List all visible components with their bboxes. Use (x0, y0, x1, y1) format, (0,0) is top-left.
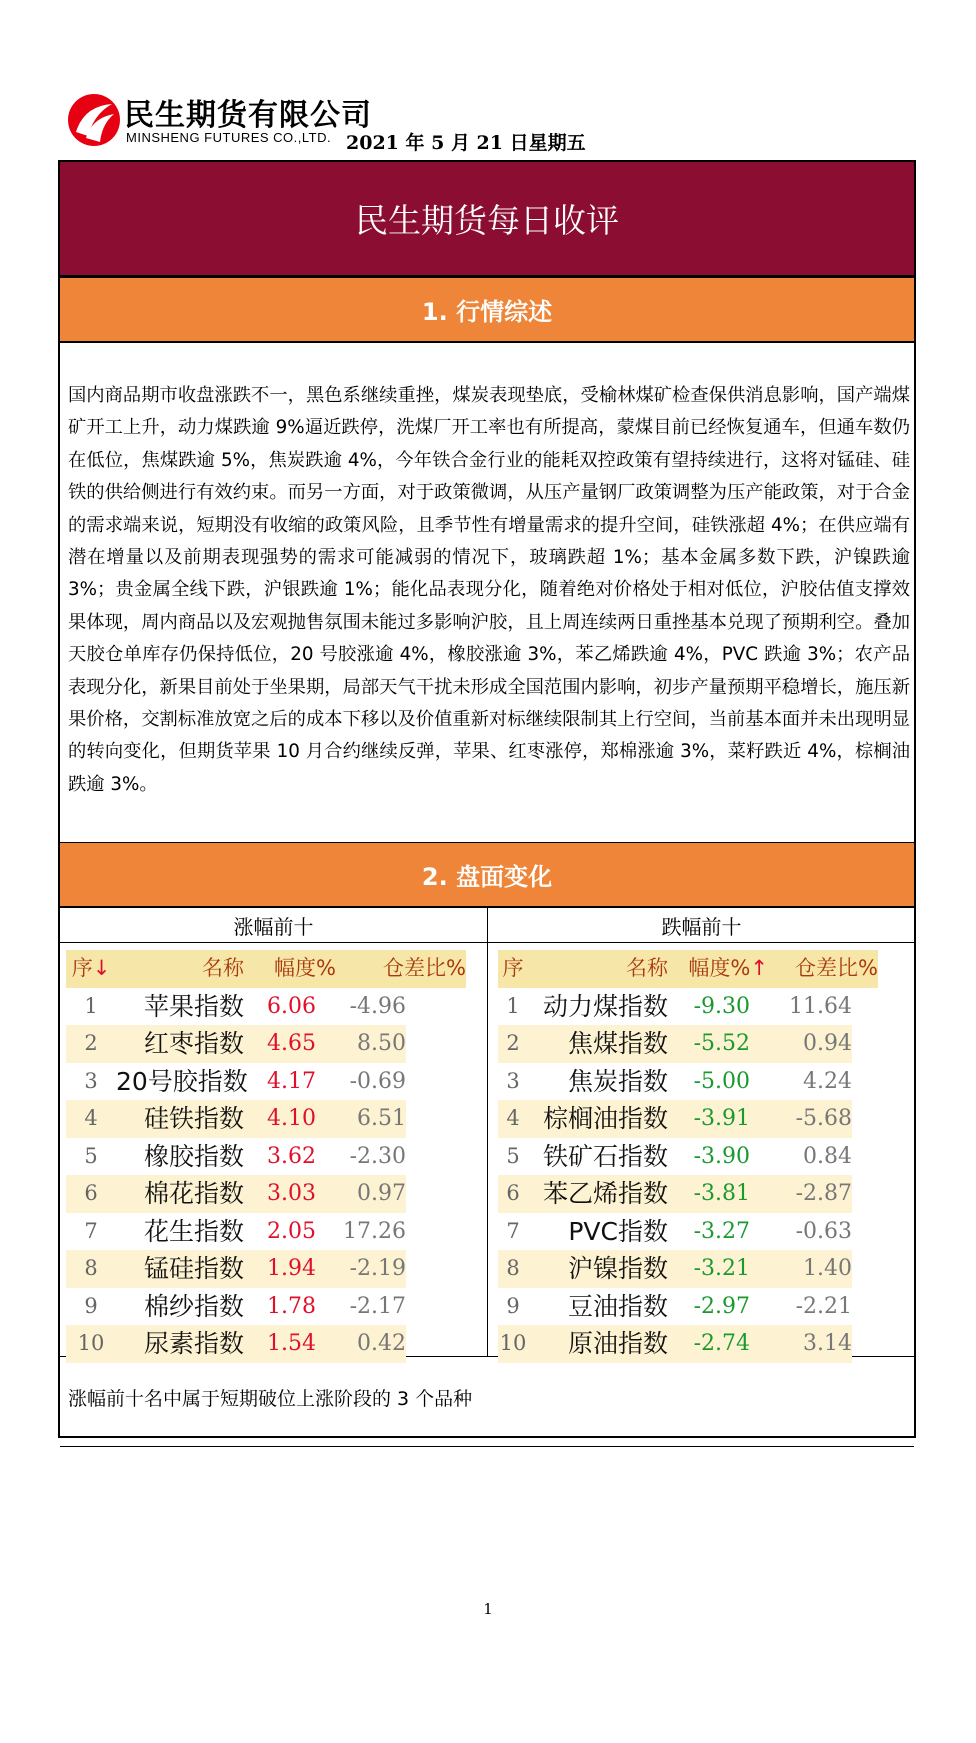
section-2-title: 2. 盘面变化 (60, 842, 914, 908)
gainer-contract-name: 苹果指数 (143, 991, 244, 1021)
gainer-row[interactable] (66, 1213, 466, 1251)
loser-oi-change: -2.21 (795, 1293, 852, 1319)
gainer-rank: 9 (84, 1293, 98, 1318)
gainers-table (66, 950, 466, 1363)
loser-contract-name: 棕榈油指数 (528, 1100, 668, 1138)
loser-change-pct: -3.81 (668, 1175, 750, 1213)
loser-rank: 1 (506, 993, 520, 1018)
losers-header-pct[interactable] (668, 950, 768, 988)
losers-title: 跌幅前十 (661, 914, 742, 939)
gainer-rank: 7 (84, 1218, 98, 1243)
gainer-change-pct: 1.54 (244, 1325, 316, 1363)
loser-oi-change: 1.40 (750, 1250, 852, 1288)
header-idx-label: 序 (71, 956, 93, 980)
loser-row[interactable] (498, 1025, 898, 1063)
gainer-change-pct: 6.06 (267, 993, 316, 1019)
gainer-row[interactable] (66, 1325, 466, 1363)
market-summary-text: 国内商品期市收盘涨跌不一，黑色系继续重挫，煤炭表现垫底，受榆林煤矿检查保供消息影响，国产端煤矿开工上升，动力煤跌逾 9%逼近跌停，洗煤厂开工率也有所提高，蒙煤目前已经恢复通车，但通车数仍在低位，焦煤跌逾 5%，焦炭跌逾 4%，今年铁合金行业的能耗双控政策有望持续进行，这将对锰硅、硅铁的供给侧进行有效约束。而另一方面，对于政策微调，从压产量钢厂政策调整为压产能政策，对于合金的需求端来说，短期没有收缩的政策风险，且季节性有增量需求的提升空间，硅铁涨超 4%；在供应端有潜在增量以及前期表现强势的需求可能减弱的情况下，玻璃跌超 1%；基本金属多数下跌，沪镍跌逾 3%；贵金属全线下跌，沪银跌逾 1%；能化品表现分化，随着绝对价格处于相对低位，沪胶估值支撑效果体现，周内商品以及宏观抛售氛围未能过多影响沪胶，且上周连续两日重挫基本兑现了预期利空。叠加天胶仓单库存仍保持低位，20 号胶涨逾 4%，橡胶涨逾 3%，苯乙烯跌逾 4%，PVC 跌逾 3%；农产品表现分化，新果目前处于坐果期，局部天气干扰未形成全国范围内影响，初步产量预期平稳增长，施压新果价格，交割标准放宽之后的成本下移以及价值重新对标继续限制其上行空间，当前基本面并未出现明显的转向变化，但期货苹果 10 月合约继续反弹，苹果、红枣涨停，郑棉涨逾 3%，菜籽跌近 4%，棕榈油跌逾 3%。 (68, 385, 910, 795)
table-divider (487, 908, 488, 1356)
loser-change-pct: -5.00 (693, 1068, 750, 1094)
loser-change-pct: -5.52 (668, 1025, 750, 1063)
loser-contract-name: 豆油指数 (567, 1291, 668, 1321)
loser-rank: 3 (506, 1068, 520, 1093)
gainer-oi-change: -2.19 (316, 1250, 406, 1288)
gainer-oi-change: -2.17 (349, 1293, 406, 1319)
loser-oi-change: -5.68 (750, 1100, 852, 1138)
loser-oi-change: 4.24 (803, 1068, 852, 1094)
gainers-header-oi[interactable]: 仓差比% (336, 950, 466, 988)
loser-rank: 4 (498, 1100, 528, 1138)
gainer-rank: 8 (66, 1250, 116, 1288)
loser-change-pct: -9.30 (693, 993, 750, 1019)
loser-oi-change: 0.94 (750, 1025, 852, 1063)
gainer-contract-name: 花生指数 (143, 1216, 244, 1246)
loser-rank: 8 (498, 1250, 528, 1288)
gainer-row[interactable] (66, 1063, 466, 1101)
loser-row[interactable] (498, 988, 898, 1026)
gainer-change-pct: 4.10 (244, 1100, 316, 1138)
loser-change-pct: -2.74 (668, 1325, 750, 1363)
loser-contract-name: 动力煤指数 (542, 991, 668, 1021)
gainer-row[interactable] (66, 988, 466, 1026)
loser-contract-name: 苯乙烯指数 (528, 1175, 668, 1213)
loser-row[interactable] (498, 1175, 898, 1213)
gainer-row[interactable] (66, 1288, 466, 1326)
loser-oi-change: 11.64 (789, 993, 852, 1019)
gainer-rank: 10 (66, 1325, 116, 1363)
loser-rank: 6 (498, 1175, 528, 1213)
loser-row[interactable] (498, 1325, 898, 1363)
loser-row[interactable] (498, 1063, 898, 1101)
loser-row[interactable] (498, 1100, 898, 1138)
gainer-rank: 4 (66, 1100, 116, 1138)
gainer-rank: 3 (84, 1068, 98, 1093)
gainer-change-pct: 3.62 (267, 1143, 316, 1169)
gainer-contract-name: 尿素指数 (116, 1325, 244, 1363)
gainer-row[interactable] (66, 1138, 466, 1176)
company-name-cn: 民生期货有限公司 (124, 98, 372, 133)
gainer-row[interactable] (66, 1100, 466, 1138)
gainer-contract-name: 棉花指数 (116, 1175, 244, 1213)
losers-table (498, 950, 898, 1363)
gainers-title: 涨幅前十 (233, 914, 314, 939)
gainer-contract-name: 锰硅指数 (116, 1250, 244, 1288)
gainer-change-pct: 4.17 (267, 1068, 316, 1094)
gainer-rank: 5 (84, 1143, 98, 1168)
gainers-header-row (66, 950, 466, 988)
loser-oi-change: -2.87 (750, 1175, 852, 1213)
gainer-oi-change: 0.97 (316, 1175, 406, 1213)
gainer-row[interactable] (66, 1025, 466, 1063)
losers-header-oi[interactable]: 仓差比% (768, 950, 878, 988)
gainers-header-pct[interactable]: 幅度% (244, 950, 336, 988)
sort-asc-icon: ↑ (750, 956, 768, 980)
gainer-oi-change: -0.69 (349, 1068, 406, 1094)
loser-change-pct: -3.21 (668, 1250, 750, 1288)
gainer-contract-name: 棉纱指数 (143, 1291, 244, 1321)
loser-contract-name: 沪镍指数 (528, 1250, 668, 1288)
gainer-change-pct: 1.94 (244, 1250, 316, 1288)
gainer-contract-name: 硅铁指数 (116, 1100, 244, 1138)
loser-change-pct: -3.90 (693, 1143, 750, 1169)
losers-header-row (498, 950, 898, 988)
gainer-row[interactable] (66, 1175, 466, 1213)
gainer-contract-name: 红枣指数 (116, 1025, 244, 1063)
table-header-rule (60, 942, 914, 943)
loser-rank: 5 (506, 1143, 520, 1168)
gainer-row[interactable] (66, 1250, 466, 1288)
report-title: 民生期货每日收评 (60, 162, 914, 277)
note-bottom-rule (60, 1446, 914, 1447)
loser-contract-name: 焦煤指数 (528, 1025, 668, 1063)
report-date: 2021 年 5 月 21 日星期五 (346, 132, 586, 154)
sort-desc-icon: ↓ (92, 956, 111, 980)
gainer-oi-change: 8.50 (316, 1025, 406, 1063)
loser-rank: 2 (498, 1025, 528, 1063)
loser-contract-name: PVC指数 (568, 1216, 668, 1246)
minsheng-logo-icon (66, 92, 122, 148)
page-number: 1 (483, 1600, 493, 1618)
breakout-note: 涨幅前十名中属于短期破位上涨阶段的 3 个品种 (68, 1388, 473, 1410)
gainer-oi-change: -4.96 (349, 993, 406, 1019)
company-name-en: MINSHENG FUTURES CO.,LTD. (126, 130, 332, 145)
loser-change-pct: -3.91 (668, 1100, 750, 1138)
gainer-rank: 6 (66, 1175, 116, 1213)
gainer-change-pct: 2.05 (267, 1218, 316, 1244)
gainer-rank: 2 (66, 1025, 116, 1063)
gainer-oi-change: -2.30 (349, 1143, 406, 1169)
loser-contract-name: 焦炭指数 (567, 1066, 668, 1096)
gainer-contract-name: 橡胶指数 (143, 1141, 244, 1171)
gainer-change-pct: 3.03 (244, 1175, 316, 1213)
loser-row[interactable] (498, 1288, 898, 1326)
loser-rank: 10 (498, 1325, 528, 1363)
loser-contract-name: 原油指数 (528, 1325, 668, 1363)
gainer-change-pct: 1.78 (267, 1293, 316, 1319)
gainers-header-idx[interactable] (66, 950, 116, 988)
loser-rank: 7 (506, 1218, 520, 1243)
loser-rank: 9 (506, 1293, 520, 1318)
report-frame (58, 160, 916, 1438)
loser-oi-change: 0.84 (803, 1143, 852, 1169)
gainer-change-pct: 4.65 (244, 1025, 316, 1063)
gainer-rank: 1 (84, 993, 98, 1018)
loser-row[interactable] (498, 1138, 898, 1176)
gainers-header-name[interactable]: 名称 (116, 950, 244, 988)
losers-header-name[interactable]: 名称 (528, 950, 668, 988)
company-logo (66, 86, 386, 150)
header-pct-label: 幅度% (688, 956, 751, 980)
loser-change-pct: -3.27 (693, 1218, 750, 1244)
gainer-oi-change: 0.42 (316, 1325, 406, 1363)
loser-row[interactable] (498, 1213, 898, 1251)
loser-change-pct: -2.97 (693, 1293, 750, 1319)
loser-oi-change: -0.63 (795, 1218, 852, 1244)
loser-row[interactable] (498, 1250, 898, 1288)
loser-contract-name: 铁矿石指数 (542, 1141, 668, 1171)
gainer-oi-change: 17.26 (343, 1218, 406, 1244)
gainer-contract-name: 20号胶指数 (116, 1066, 248, 1096)
gainer-oi-change: 6.51 (316, 1100, 406, 1138)
section-1-title: 1. 行情综述 (60, 277, 914, 343)
loser-oi-change: 3.14 (750, 1325, 852, 1363)
losers-header-idx[interactable]: 序 (498, 950, 528, 988)
